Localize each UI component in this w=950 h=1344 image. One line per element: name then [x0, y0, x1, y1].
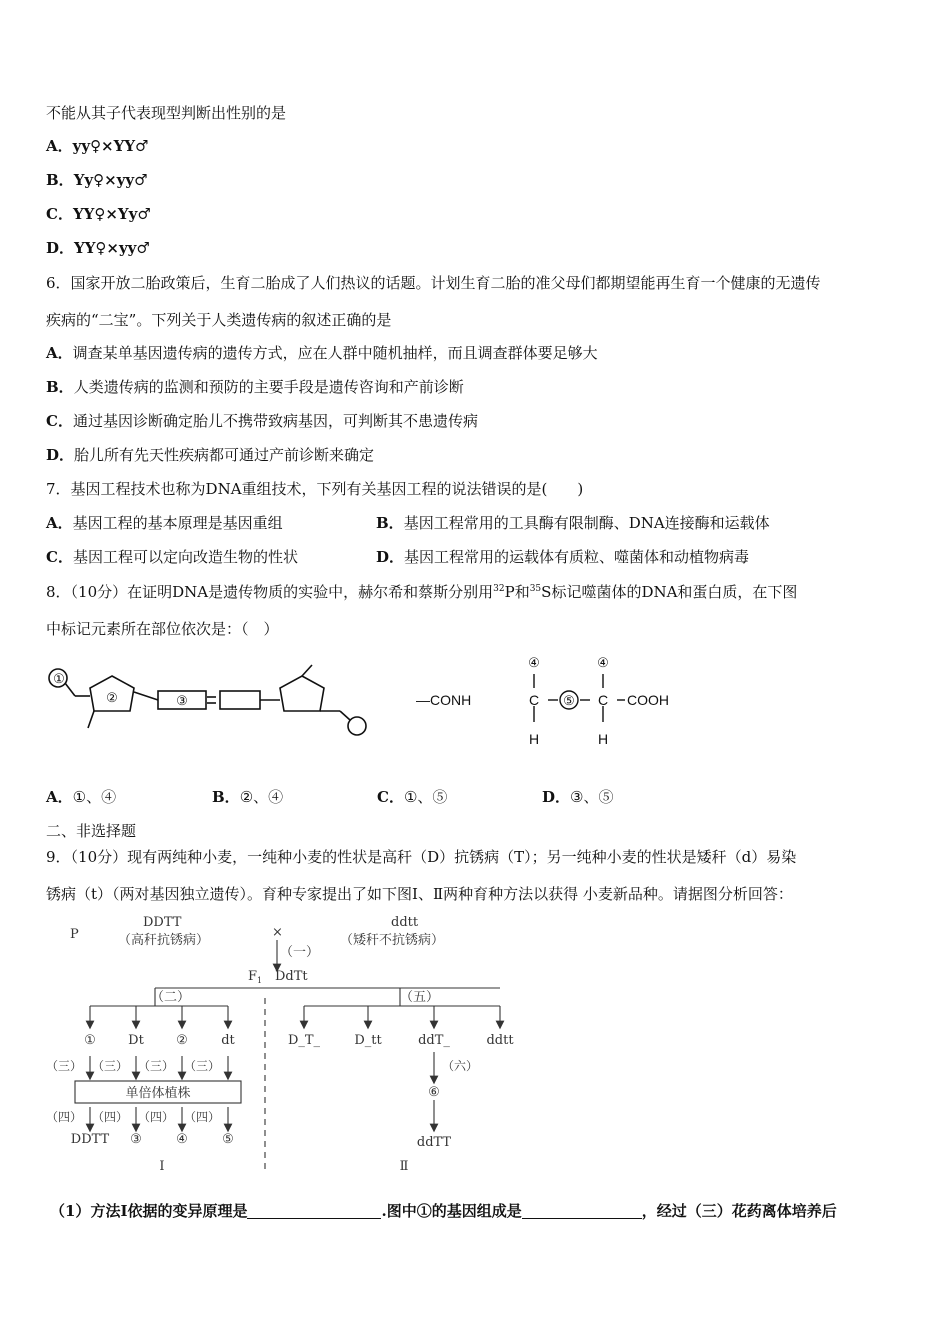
label-3: ③ [176, 694, 188, 709]
q9-stem-line1: 9．（10分）现有两纯种小麦，一纯种小麦的性状是高秆（D）抗锈病（T）；另一纯种小麦的性状是矮秆（d）易染 [46, 848, 797, 866]
result-1: DDTT [70, 1132, 110, 1147]
method-2-label: Ⅱ [399, 1159, 409, 1174]
hydrogen-1: H [529, 731, 540, 747]
f2-4: ddtt [486, 1033, 514, 1048]
q9-number: 9． [46, 848, 71, 866]
parent1-genotype: DDTT [143, 915, 182, 930]
q8-figure [40, 648, 669, 758]
q5-option-a: A．yy♀×YY♂ [46, 137, 149, 155]
f2-3: ddT_ [418, 1033, 450, 1048]
section-title: 二、非选择题 [46, 822, 137, 840]
haploid-label: 单倍体植株 [125, 1086, 191, 1101]
label-2: ② [106, 691, 118, 706]
q6-option-c: C．通过基因诊断确定胎儿不携带致病基因，可判断其不患遗传病 [46, 412, 478, 430]
p-label: P [70, 927, 79, 942]
alpha-carbon-1: C [529, 692, 540, 708]
step-6: （六） [441, 1059, 479, 1073]
q7-option-c: C．基因工程可以定向改造生物的性状 [46, 548, 298, 566]
cross-symbol: × [272, 925, 283, 940]
method-1-label: Ⅰ [159, 1159, 165, 1174]
final-genotype: ddTT [416, 1135, 452, 1150]
q7-number: 7． [46, 480, 71, 498]
q7-stem: 7．基因工程技术也称为DNA重组技术，下列有关基因工程的说法错误的是( ) [46, 480, 584, 498]
step-4d: （四） [183, 1110, 221, 1124]
q8-number: 8． [46, 583, 71, 601]
pentose-2 [280, 676, 324, 711]
step-1: （一） [280, 945, 320, 960]
q5-option-b: B．Yy♀×yy♂ [46, 171, 148, 189]
step-4a: （四） [45, 1110, 83, 1124]
q8-option-b: B．②、④ [212, 788, 284, 806]
f2-2: D_tt [354, 1033, 382, 1048]
q8-option-d: D．③、⑤ [542, 788, 614, 806]
q8-stem-line1: 8．（10分）在证明DNA是遗传物质的实验中，赫尔希和蔡斯分别用$^{32}$P和$^{35}$S标记噬菌体的DNA和蛋白质，在下图 [46, 583, 798, 601]
q7-option-b: B．基因工程常用的工具酶有限制酶、DNA连接酶和运载体 [376, 514, 770, 532]
phosphate-circle-2 [348, 717, 366, 735]
f1-label: $F_1$ [248, 969, 263, 985]
q8-option-c: C．①、⑤ [377, 788, 448, 806]
parent2-genotype: ddtt [391, 915, 419, 930]
step-2: （二） [151, 990, 191, 1005]
q5-option-d: D．YY♀×yy♂ [46, 239, 150, 257]
base-box-paired [220, 691, 260, 709]
gamete-3: ② [176, 1033, 188, 1048]
step-4b: （四） [91, 1110, 129, 1124]
label-4a: ④ [528, 656, 540, 671]
q6-number: 6． [46, 274, 71, 292]
q8-score: （10分） [70, 583, 128, 601]
q7-option-d: D．基因工程常用的运载体有质粒、噬菌体和动植物病毒 [376, 548, 750, 566]
hydrogen-2: H [598, 731, 609, 747]
label-5: ⑤ [563, 694, 575, 709]
q8-option-a: A．①、④ [46, 788, 117, 806]
q6-stem-line1: 6．国家开放二胎政策后，生育二胎成了人们热议的话题。计划生育二胎的准父母们都期望能再生育一个健康的无遗传 [46, 274, 821, 292]
q9-score: （10分） [70, 848, 128, 866]
q9-stem-line2: 锈病（t）（两对基因独立遗传）。育种专家提出了如下图Ⅰ、Ⅱ两种育种方法以获得 小麦新品种。请据图分析回答： [46, 885, 793, 903]
q6-stem-line2: 疾病的“二宝”。下列关于人类遗传病的叙述正确的是 [46, 311, 392, 329]
gamete-2: Dt [128, 1033, 144, 1048]
step-3b: （三） [91, 1059, 129, 1073]
step-5: （五） [400, 990, 440, 1005]
label-6: ⑥ [428, 1085, 440, 1100]
q6-option-d: D．胎儿所有先天性疾病都可通过产前诊断来确定 [46, 446, 375, 464]
gamete-1: ① [84, 1033, 96, 1048]
cooh-group: COOH [627, 692, 669, 708]
q8-stem-line2: 中标记元素所在部位依次是：（ ） [46, 620, 279, 638]
answer-blank-2[interactable] [522, 1202, 642, 1219]
step-3d: （三） [183, 1059, 221, 1073]
step-3a: （三） [45, 1059, 83, 1073]
result-4: ⑤ [222, 1132, 234, 1147]
q6-option-b: B．人类遗传病的监测和预防的主要手段是遗传咨询和产前诊断 [46, 378, 464, 396]
f2-1: D_T_ [287, 1033, 321, 1048]
parent1-phenotype: （高秆抗锈病） [118, 933, 210, 948]
q5-stem: 不能从其子代表现型判断出性别的是 [46, 104, 287, 122]
parent2-phenotype: （矮秆不抗锈病） [340, 933, 445, 948]
step-3c: （三） [137, 1059, 175, 1073]
alpha-carbon-2: C [598, 692, 609, 708]
step-4c: （四） [137, 1110, 175, 1124]
q5-option-c: C．YY♀×Yy♂ [46, 205, 151, 223]
label-1: ① [53, 672, 65, 687]
result-2: ③ [130, 1132, 142, 1147]
q7-option-a: A．基因工程的基本原理是基因重组 [46, 514, 283, 532]
f1-genotype: DdTt [275, 969, 308, 984]
gamete-4: dt [221, 1033, 235, 1048]
breeding-diagram [40, 910, 540, 1180]
q9-sub1: （1）方法Ⅰ依据的变异原理是 .图中①的基因组成是 ，经过（三）花药离体培养后 [50, 1202, 837, 1220]
conh-group: —CONH [416, 692, 472, 708]
q6-option-a: A．调查某单基因遗传病的遗传方式，应在人群中随机抽样，而且调查群体要足够大 [46, 344, 598, 362]
answer-blank-1[interactable] [247, 1202, 381, 1219]
result-3: ④ [176, 1132, 188, 1147]
label-4b: ④ [597, 656, 609, 671]
